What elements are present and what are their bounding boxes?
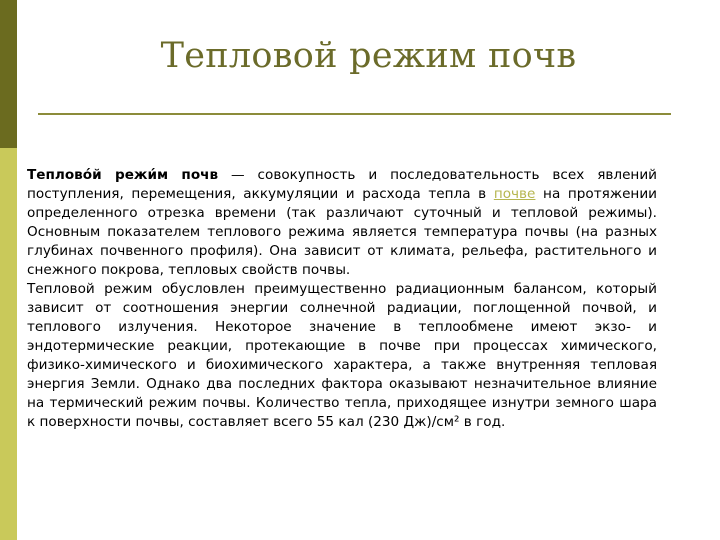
title-divider bbox=[38, 113, 671, 115]
paragraph-definition bbox=[27, 166, 657, 280]
soil-link[interactable]: почве bbox=[493, 186, 536, 202]
definition-text-rest: на протяжении определенного отрезка времени (так различают суточный и тепловой режимы). Основным показателем теплового режима является температура почвы (на разных глубинах почвенного профиля). Она зависит от климата, рельефа, растительного и снежного покрова, тепловых свойств почвы. bbox=[27, 186, 657, 278]
slide-title: Тепловой режим почв bbox=[160, 36, 577, 76]
slide-body bbox=[27, 166, 657, 432]
paragraph-radiation: Тепловой режим обусловлен преимущественно радиационным балансом, который зависит от соотношения энергии солнечной радиации, поглощенной почвой, и теплового излучения. Некоторое значение в теплообмене имеют экзо- и эндотермические реакции, протекающие в почве при процессах химического, физико-химического и биохимического характера, а также внутренняя тепловая энергия Земли. Однако два последних фактора оказывают незначительное влияние на термический режим почвы. Количество тепла, приходящее изнутри земного шара к поверхности почвы, составляет всего 55 кал (230 Дж)/см² в год. bbox=[27, 281, 657, 430]
sidebar-accent-dark bbox=[0, 0, 17, 148]
definition-text: — совокупность и последовательность всех явлений поступления, перемещения, аккумуляции и расхода тепла в bbox=[27, 167, 657, 202]
sidebar-accent-light bbox=[0, 148, 17, 540]
term-heading: Теплово́й режи́м почв bbox=[27, 167, 219, 183]
